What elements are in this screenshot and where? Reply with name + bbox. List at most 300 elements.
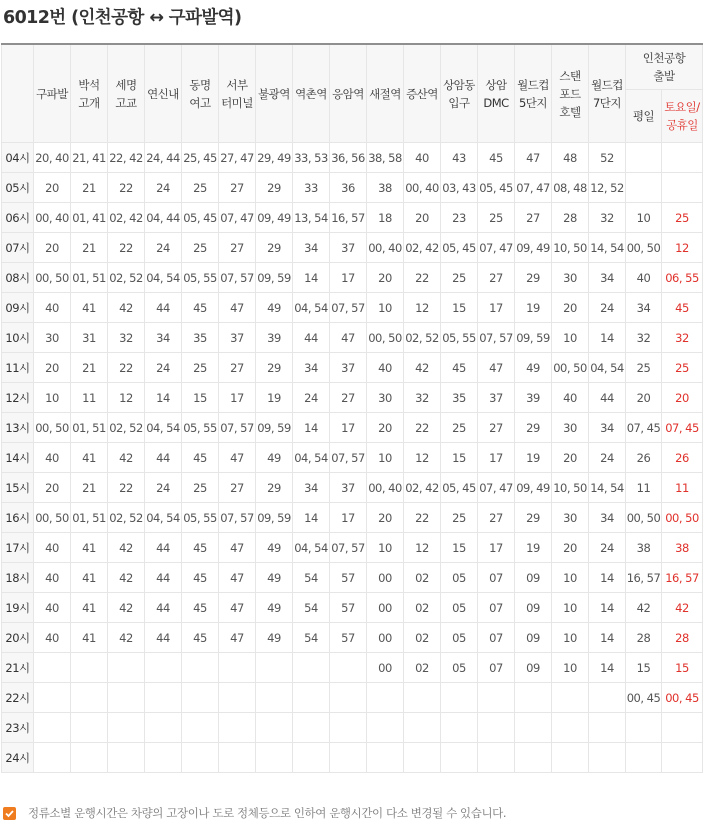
table-row bbox=[2, 203, 703, 233]
time-cell: 02 bbox=[404, 593, 441, 623]
time-cell: 54 bbox=[293, 623, 330, 653]
time-cell: 22 bbox=[404, 503, 441, 533]
time-cell: 04, 44 bbox=[145, 203, 182, 233]
weekday-time-cell: 42 bbox=[626, 593, 662, 623]
time-cell: 47 bbox=[478, 353, 515, 383]
time-cell: 00, 50 bbox=[34, 503, 71, 533]
time-cell: 40 bbox=[404, 143, 441, 173]
weekday-time-cell: 25 bbox=[626, 353, 662, 383]
time-cell: 14, 54 bbox=[589, 473, 626, 503]
time-cell: 07, 57 bbox=[219, 503, 256, 533]
time-cell: 05, 55 bbox=[182, 503, 219, 533]
airport-departure-header: 인천공항 출발 bbox=[626, 44, 703, 90]
time-cell bbox=[367, 713, 404, 743]
time-cell: 30 bbox=[552, 263, 589, 293]
table-row bbox=[2, 233, 703, 263]
time-cell: 18 bbox=[367, 203, 404, 233]
time-cell: 13, 54 bbox=[293, 203, 330, 233]
weekend-time-cell bbox=[662, 743, 703, 773]
time-cell: 45 bbox=[182, 533, 219, 563]
time-cell: 34 bbox=[589, 503, 626, 533]
time-cell: 07, 57 bbox=[330, 443, 367, 473]
time-cell: 20 bbox=[552, 443, 589, 473]
time-cell: 24 bbox=[145, 353, 182, 383]
time-cell: 27 bbox=[219, 473, 256, 503]
time-cell: 19 bbox=[256, 383, 293, 413]
time-cell: 09, 59 bbox=[256, 263, 293, 293]
time-cell: 57 bbox=[330, 623, 367, 653]
time-cell: 24 bbox=[145, 173, 182, 203]
time-cell: 05 bbox=[441, 653, 478, 683]
hour-cell: 16시 bbox=[2, 503, 34, 533]
time-cell: 44 bbox=[145, 563, 182, 593]
timetable-body bbox=[2, 143, 703, 773]
time-cell: 02, 42 bbox=[404, 473, 441, 503]
time-cell: 15 bbox=[182, 383, 219, 413]
time-cell: 17 bbox=[330, 263, 367, 293]
time-cell: 40 bbox=[34, 563, 71, 593]
time-cell: 00, 40 bbox=[367, 233, 404, 263]
weekday-time-cell: 00, 45 bbox=[626, 683, 662, 713]
time-cell: 02, 52 bbox=[404, 323, 441, 353]
stop-header-6: 서부 터미널 bbox=[219, 44, 256, 143]
time-cell: 12 bbox=[404, 533, 441, 563]
weekday-time-cell: 20 bbox=[626, 383, 662, 413]
time-cell: 45 bbox=[182, 623, 219, 653]
time-cell: 34 bbox=[293, 473, 330, 503]
time-cell bbox=[441, 713, 478, 743]
time-cell bbox=[34, 683, 71, 713]
time-cell: 08, 48 bbox=[552, 173, 589, 203]
weekday-time-cell: 32 bbox=[626, 323, 662, 353]
weekday-time-cell: 07, 45 bbox=[626, 413, 662, 443]
time-cell: 12 bbox=[108, 383, 145, 413]
time-cell: 10 bbox=[367, 293, 404, 323]
time-cell: 47 bbox=[330, 323, 367, 353]
weekday-time-cell: 10 bbox=[626, 203, 662, 233]
table-row bbox=[2, 563, 703, 593]
time-cell: 20 bbox=[367, 263, 404, 293]
table-row bbox=[2, 473, 703, 503]
hour-cell: 04시 bbox=[2, 143, 34, 173]
hour-cell: 11시 bbox=[2, 353, 34, 383]
stop-header-9: 응암역 bbox=[330, 44, 367, 143]
time-cell: 09, 59 bbox=[256, 503, 293, 533]
time-cell: 09, 49 bbox=[256, 203, 293, 233]
time-cell: 00 bbox=[367, 623, 404, 653]
table-row bbox=[2, 353, 703, 383]
hour-header-cell bbox=[2, 44, 34, 143]
time-cell: 24 bbox=[145, 233, 182, 263]
weekend-time-cell bbox=[662, 143, 703, 173]
time-cell: 25 bbox=[478, 203, 515, 233]
hour-cell: 19시 bbox=[2, 593, 34, 623]
time-cell: 49 bbox=[256, 443, 293, 473]
time-cell: 19 bbox=[515, 443, 552, 473]
weekday-header: 평일 bbox=[626, 90, 662, 143]
time-cell: 33 bbox=[293, 173, 330, 203]
hour-cell: 13시 bbox=[2, 413, 34, 443]
time-cell: 22 bbox=[108, 353, 145, 383]
time-cell: 05, 55 bbox=[182, 263, 219, 293]
time-cell bbox=[71, 653, 108, 683]
time-cell: 00, 50 bbox=[367, 323, 404, 353]
time-cell: 20 bbox=[34, 353, 71, 383]
hour-cell: 22시 bbox=[2, 683, 34, 713]
time-cell: 10 bbox=[367, 443, 404, 473]
time-cell: 21 bbox=[71, 233, 108, 263]
time-cell: 16, 57 bbox=[330, 203, 367, 233]
time-cell: 12, 52 bbox=[589, 173, 626, 203]
table-row bbox=[2, 593, 703, 623]
time-cell: 10 bbox=[552, 593, 589, 623]
time-cell: 47 bbox=[219, 533, 256, 563]
time-cell: 14 bbox=[293, 413, 330, 443]
time-cell: 04, 54 bbox=[293, 533, 330, 563]
time-cell: 14 bbox=[145, 383, 182, 413]
stop-header-8: 역촌역 bbox=[293, 44, 330, 143]
weekend-time-cell: 06, 55 bbox=[662, 263, 703, 293]
time-cell: 09, 49 bbox=[515, 233, 552, 263]
time-cell: 45 bbox=[441, 353, 478, 383]
time-cell: 23 bbox=[441, 203, 478, 233]
hour-cell: 18시 bbox=[2, 563, 34, 593]
time-cell: 09, 49 bbox=[515, 473, 552, 503]
time-cell bbox=[515, 683, 552, 713]
time-cell: 20 bbox=[367, 503, 404, 533]
time-cell: 42 bbox=[108, 293, 145, 323]
time-cell: 01, 51 bbox=[71, 413, 108, 443]
time-cell: 40 bbox=[552, 383, 589, 413]
time-cell: 00, 50 bbox=[552, 353, 589, 383]
time-cell: 45 bbox=[182, 563, 219, 593]
time-cell: 38, 58 bbox=[367, 143, 404, 173]
table-row bbox=[2, 443, 703, 473]
time-cell: 42 bbox=[108, 623, 145, 653]
time-cell: 00, 40 bbox=[34, 203, 71, 233]
stop-header-2: 박석 고개 bbox=[71, 44, 108, 143]
time-cell: 20 bbox=[552, 293, 589, 323]
hour-cell: 15시 bbox=[2, 473, 34, 503]
time-cell: 14, 54 bbox=[589, 233, 626, 263]
time-cell: 24 bbox=[589, 533, 626, 563]
weekday-time-cell bbox=[626, 143, 662, 173]
time-cell: 10 bbox=[552, 563, 589, 593]
time-cell: 29 bbox=[256, 473, 293, 503]
time-cell bbox=[71, 683, 108, 713]
hour-cell: 10시 bbox=[2, 323, 34, 353]
time-cell: 41 bbox=[71, 563, 108, 593]
time-cell: 32 bbox=[108, 323, 145, 353]
table-row bbox=[2, 683, 703, 713]
time-cell: 25 bbox=[441, 263, 478, 293]
time-cell: 35 bbox=[441, 383, 478, 413]
time-cell bbox=[330, 713, 367, 743]
time-cell: 02, 52 bbox=[108, 263, 145, 293]
time-cell: 05 bbox=[441, 623, 478, 653]
time-cell: 54 bbox=[293, 563, 330, 593]
weekday-time-cell: 28 bbox=[626, 623, 662, 653]
time-cell: 11 bbox=[71, 383, 108, 413]
time-cell: 05, 45 bbox=[182, 203, 219, 233]
time-cell bbox=[589, 683, 626, 713]
time-cell: 29 bbox=[515, 263, 552, 293]
time-cell: 21 bbox=[71, 473, 108, 503]
time-cell: 49 bbox=[256, 623, 293, 653]
weekday-time-cell bbox=[626, 743, 662, 773]
time-cell: 02 bbox=[404, 623, 441, 653]
time-cell bbox=[108, 653, 145, 683]
time-cell: 02, 42 bbox=[404, 233, 441, 263]
table-row bbox=[2, 383, 703, 413]
time-cell bbox=[330, 683, 367, 713]
time-cell: 15 bbox=[441, 293, 478, 323]
weekend-time-cell: 32 bbox=[662, 323, 703, 353]
table-row bbox=[2, 533, 703, 563]
time-cell: 40 bbox=[34, 293, 71, 323]
weekend-time-cell: 42 bbox=[662, 593, 703, 623]
time-cell: 02 bbox=[404, 563, 441, 593]
time-cell: 36 bbox=[330, 173, 367, 203]
weekday-time-cell: 11 bbox=[626, 473, 662, 503]
time-cell: 52 bbox=[589, 143, 626, 173]
time-cell bbox=[404, 743, 441, 773]
time-cell bbox=[589, 713, 626, 743]
time-cell: 05 bbox=[441, 563, 478, 593]
time-cell: 14 bbox=[293, 503, 330, 533]
footnote-text: 정류소별 운행시간은 차량의 고장이나 도로 정체등으로 인하여 운행시간이 다소 변경될 수 있습니다. bbox=[28, 806, 507, 820]
time-cell: 09 bbox=[515, 653, 552, 683]
time-cell bbox=[441, 743, 478, 773]
time-cell: 38 bbox=[367, 173, 404, 203]
time-cell: 47 bbox=[219, 623, 256, 653]
time-cell: 22 bbox=[404, 263, 441, 293]
time-cell: 20 bbox=[34, 173, 71, 203]
time-cell: 09 bbox=[515, 593, 552, 623]
stop-header-7: 불광역 bbox=[256, 44, 293, 143]
time-cell: 05, 55 bbox=[182, 413, 219, 443]
time-cell: 24 bbox=[589, 293, 626, 323]
time-cell: 07 bbox=[478, 593, 515, 623]
time-cell: 47 bbox=[515, 143, 552, 173]
time-cell bbox=[293, 683, 330, 713]
time-cell: 41 bbox=[71, 533, 108, 563]
time-cell bbox=[182, 683, 219, 713]
time-cell: 41 bbox=[71, 443, 108, 473]
time-cell: 44 bbox=[145, 623, 182, 653]
weekend-time-cell bbox=[662, 713, 703, 743]
time-cell: 25, 45 bbox=[182, 143, 219, 173]
hour-cell: 07시 bbox=[2, 233, 34, 263]
weekend-time-cell bbox=[662, 173, 703, 203]
time-cell bbox=[589, 743, 626, 773]
time-cell: 41 bbox=[71, 623, 108, 653]
time-cell bbox=[552, 683, 589, 713]
time-cell: 27 bbox=[219, 233, 256, 263]
time-cell: 54 bbox=[293, 593, 330, 623]
stop-header-16: 월드컵 7단지 bbox=[589, 44, 626, 143]
time-cell: 27 bbox=[219, 353, 256, 383]
time-cell: 41 bbox=[71, 293, 108, 323]
table-row bbox=[2, 293, 703, 323]
time-cell: 04, 54 bbox=[293, 293, 330, 323]
time-cell: 04, 54 bbox=[145, 413, 182, 443]
time-cell: 34 bbox=[145, 323, 182, 353]
time-cell: 36, 56 bbox=[330, 143, 367, 173]
time-cell bbox=[219, 683, 256, 713]
time-cell: 07, 57 bbox=[219, 263, 256, 293]
time-cell: 44 bbox=[145, 443, 182, 473]
time-cell: 00, 50 bbox=[34, 263, 71, 293]
time-cell: 49 bbox=[515, 353, 552, 383]
stop-header-15: 스탠 포드 호텔 bbox=[552, 44, 589, 143]
weekend-time-cell: 07, 45 bbox=[662, 413, 703, 443]
time-cell: 15 bbox=[441, 533, 478, 563]
time-cell: 30 bbox=[367, 383, 404, 413]
time-cell: 19 bbox=[515, 533, 552, 563]
time-cell: 14 bbox=[589, 593, 626, 623]
time-cell: 04, 54 bbox=[293, 443, 330, 473]
time-cell: 07, 47 bbox=[478, 233, 515, 263]
time-cell: 25 bbox=[182, 473, 219, 503]
time-cell: 10, 50 bbox=[552, 473, 589, 503]
time-cell: 37 bbox=[330, 233, 367, 263]
hour-cell: 23시 bbox=[2, 713, 34, 743]
hour-cell: 20시 bbox=[2, 623, 34, 653]
time-cell: 07, 57 bbox=[330, 533, 367, 563]
stop-header-4: 연신내 bbox=[145, 44, 182, 143]
time-cell: 10 bbox=[552, 653, 589, 683]
time-cell bbox=[108, 743, 145, 773]
time-cell: 27 bbox=[478, 413, 515, 443]
time-cell: 07, 47 bbox=[478, 473, 515, 503]
time-cell: 49 bbox=[256, 563, 293, 593]
time-cell: 24 bbox=[145, 473, 182, 503]
time-cell: 57 bbox=[330, 563, 367, 593]
time-cell bbox=[293, 653, 330, 683]
time-cell: 05, 45 bbox=[441, 473, 478, 503]
time-cell: 00, 50 bbox=[34, 413, 71, 443]
time-cell: 27 bbox=[219, 173, 256, 203]
table-row bbox=[2, 263, 703, 293]
time-cell bbox=[515, 713, 552, 743]
time-cell: 30 bbox=[34, 323, 71, 353]
weekday-time-cell: 38 bbox=[626, 533, 662, 563]
time-cell: 47 bbox=[219, 563, 256, 593]
time-cell: 39 bbox=[515, 383, 552, 413]
hour-cell: 21시 bbox=[2, 653, 34, 683]
time-cell: 24 bbox=[293, 383, 330, 413]
time-cell: 12 bbox=[404, 443, 441, 473]
time-cell bbox=[552, 713, 589, 743]
time-cell bbox=[367, 683, 404, 713]
time-cell: 37 bbox=[330, 353, 367, 383]
weekday-time-cell: 34 bbox=[626, 293, 662, 323]
weekday-time-cell: 16, 57 bbox=[626, 563, 662, 593]
time-cell: 30 bbox=[552, 503, 589, 533]
time-cell bbox=[71, 743, 108, 773]
time-cell: 34 bbox=[293, 233, 330, 263]
time-cell bbox=[330, 653, 367, 683]
time-cell: 02, 52 bbox=[108, 413, 145, 443]
time-cell: 10 bbox=[552, 323, 589, 353]
weekend-time-cell: 26 bbox=[662, 443, 703, 473]
time-cell: 03, 43 bbox=[441, 173, 478, 203]
weekday-time-cell: 15 bbox=[626, 653, 662, 683]
time-cell: 29 bbox=[256, 173, 293, 203]
time-cell bbox=[367, 743, 404, 773]
time-cell: 29 bbox=[256, 233, 293, 263]
time-cell bbox=[108, 713, 145, 743]
weekend-time-cell: 00, 45 bbox=[662, 683, 703, 713]
table-row bbox=[2, 653, 703, 683]
time-cell: 17 bbox=[478, 443, 515, 473]
time-cell: 02 bbox=[404, 653, 441, 683]
time-cell: 25 bbox=[441, 503, 478, 533]
time-cell: 04, 54 bbox=[145, 263, 182, 293]
time-cell bbox=[145, 683, 182, 713]
time-cell bbox=[182, 713, 219, 743]
time-cell: 04, 54 bbox=[589, 353, 626, 383]
time-cell: 40 bbox=[34, 443, 71, 473]
time-cell: 02, 42 bbox=[108, 203, 145, 233]
time-cell bbox=[219, 713, 256, 743]
hour-cell: 14시 bbox=[2, 443, 34, 473]
time-cell bbox=[145, 653, 182, 683]
time-cell: 14 bbox=[293, 263, 330, 293]
time-cell bbox=[478, 683, 515, 713]
time-cell: 20 bbox=[34, 233, 71, 263]
time-cell bbox=[293, 713, 330, 743]
weekend-time-cell: 00, 50 bbox=[662, 503, 703, 533]
weekday-time-cell: 26 bbox=[626, 443, 662, 473]
time-cell: 14 bbox=[589, 653, 626, 683]
time-cell: 25 bbox=[182, 173, 219, 203]
time-cell: 17 bbox=[330, 503, 367, 533]
time-cell: 07 bbox=[478, 623, 515, 653]
time-cell: 00 bbox=[367, 563, 404, 593]
weekend-time-cell: 11 bbox=[662, 473, 703, 503]
time-cell: 00, 40 bbox=[404, 173, 441, 203]
stop-header-5: 동명 여고 bbox=[182, 44, 219, 143]
time-cell: 40 bbox=[34, 533, 71, 563]
time-cell bbox=[478, 743, 515, 773]
time-cell: 20 bbox=[34, 473, 71, 503]
time-cell: 44 bbox=[145, 593, 182, 623]
time-cell: 20 bbox=[367, 413, 404, 443]
time-cell: 47 bbox=[219, 443, 256, 473]
time-cell bbox=[256, 683, 293, 713]
time-cell: 19 bbox=[515, 293, 552, 323]
table-row bbox=[2, 503, 703, 533]
time-cell: 44 bbox=[293, 323, 330, 353]
time-cell: 40 bbox=[34, 593, 71, 623]
weekend-time-cell: 12 bbox=[662, 233, 703, 263]
time-cell bbox=[256, 743, 293, 773]
weekday-time-cell: 00, 50 bbox=[626, 503, 662, 533]
time-cell: 45 bbox=[182, 593, 219, 623]
time-cell: 24 bbox=[589, 443, 626, 473]
time-cell: 07, 47 bbox=[219, 203, 256, 233]
time-cell: 40 bbox=[367, 353, 404, 383]
time-cell: 49 bbox=[256, 293, 293, 323]
time-cell bbox=[330, 743, 367, 773]
time-cell: 10 bbox=[34, 383, 71, 413]
weekend-time-cell: 25 bbox=[662, 353, 703, 383]
time-cell: 05, 45 bbox=[478, 173, 515, 203]
hour-cell: 24시 bbox=[2, 743, 34, 773]
time-cell: 00 bbox=[367, 653, 404, 683]
